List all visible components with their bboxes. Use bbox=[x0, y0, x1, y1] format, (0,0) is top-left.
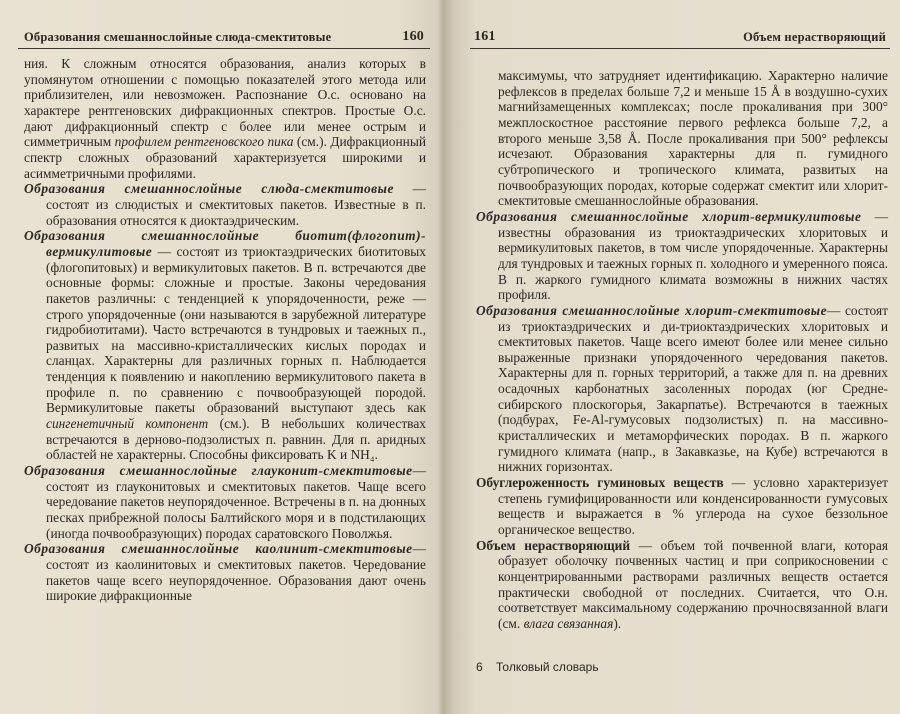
page-number: 160 bbox=[402, 29, 424, 44]
entry-text: — состоят из триоктаэдрических биотитовых (флогопитовых) и вермикулитовых пакетов. В п. встречаются две основные формы: сложные и простые. Законы чередования пакетов различны: с тенденцией к упорядоченности, реже — строго упорядоченные (они называются в зарубежной литературе гидробиотитами). Часто встречаются в тундровых и таежных п., развитых на массивно-кристаллических кислых породах и сланцах. Характерны для различных горных п. Наблюдается тенденция к появлению и накоплению вермикулитового пакета в профиле п. по сравнению с почвообразующей породой. Вермикулитовые пакеты образований выступают здесь как bbox=[46, 243, 426, 416]
cross-reference: сингенетичный компонент bbox=[46, 416, 209, 432]
paragraph-text: (см.). Дифракционный спектр сложных образований характеризуется широкими и асимметричными профилями. bbox=[24, 134, 426, 181]
entry-text: — объем той почвенной влаги, которая образует оболочку почвенных частиц и при соприкосновении с концентрированными растворами различных веществ остается практически свободной от последних. Считается, что О.н. соответствует максимальному содержанию прочносвязанной влаги (см. bbox=[498, 537, 888, 631]
entry-text: — условно характеризует степень гумифицированности или конденсированности гумусовых веществ и выражается в % углерода на сухое беззольное органическое вещество. bbox=[498, 475, 888, 538]
entry-term: Образования смешаннослойные каолинит-смектитовые bbox=[24, 541, 413, 557]
page-footer bbox=[476, 660, 599, 674]
paragraph-text: ния. К сложным относятся образования, анализ которых в упомянутом отношении с помощью показателей этого метода или приблизителен, или невозможен. Распознание О.с. основано на характере рентгеновских дифракционных спектров. Простые О.с. дают дифракционный спектр с более или менее острым и симметричным bbox=[24, 56, 426, 150]
cross-reference: влага связанная bbox=[523, 615, 614, 631]
entry-text: — состоят из триоктаэдрических и ди-триоктаэдрических хлоритовых и смектитовых пакетов. Чаще всего имеют более или менее сильно выраженные признаки упорядоченного чередования пакетов. Характерны для п. горных территорий, а также для п. на древних осадочных карбонатных засоленных породах (юг Средне-сибирского плоскогорья, Закарпатье). Встречаются в таежных (подбурах, Fe-Al-гумусовых подзолистых) п. на массивно-кристаллических и метаморфических породах. В п. жаркого гумидного климата (напр., в Закавказье, на Кубе) встречаются в нижних горизонтах. bbox=[498, 302, 888, 475]
dictionary-entry bbox=[476, 209, 888, 303]
entry-term: Образования смешаннослойные хлорит-вермикулитовые bbox=[476, 208, 862, 224]
entry-term: Объем нерастворяющий bbox=[476, 537, 631, 553]
entry-term: Образования смешаннослойные биотит(флогопит)-вермикулитовые bbox=[24, 228, 426, 259]
cross-reference: профилем рентгеновского пика bbox=[114, 134, 294, 150]
page-number: 161 bbox=[474, 29, 496, 44]
paragraph bbox=[24, 56, 426, 181]
dictionary-entry bbox=[24, 463, 426, 541]
footer-text: Толковый словарь bbox=[496, 660, 599, 674]
entry-text: —состоят из глауконитовых и смектитовых пакетов. Чаще всего чередование пакетов неупорядоченное. Встречены в п. на дюнных песках прибрежной полосы Балтийского моря и в подстилающих (иногда почвообразующих) породах саратовского Поволжья. bbox=[46, 463, 426, 541]
dictionary-entry bbox=[24, 228, 426, 463]
entry-term: Образования смешаннослойные слюда-смектитовые bbox=[24, 181, 394, 197]
page-body bbox=[24, 56, 426, 604]
signature-number: 6 bbox=[476, 660, 483, 674]
entry-text: — известны образования из триоктаэдрических хлоритовых и вермикулитовых пакетов, в том числе упорядоченные. Характерны для тундровых и таежных горных п. холодного и умеренного пояса. В п. жаркого гумидного климата возможны в нижних частях профиля. bbox=[498, 208, 888, 303]
dictionary-entry bbox=[24, 181, 426, 228]
entry-text: — состоят из слюдистых и смектитовых пакетов. Известные в п. образования относятся к диоктаэдрическим. bbox=[46, 181, 426, 228]
entry-term: Образования смешаннослойные глауконит-смектитовые bbox=[24, 463, 413, 479]
dictionary-entry bbox=[476, 538, 888, 632]
running-head-title: Образования смешаннослойные слюда-смектитовые bbox=[24, 30, 332, 44]
running-head-title: Объем нерастворяющий bbox=[743, 30, 886, 44]
entry-text: —состоят из каолинитовых и смектитовых пакетов. Чередование пакетов чаще всего неупорядоченное. Образования дают очень широкие дифракционные bbox=[46, 541, 426, 604]
entry-text: ). bbox=[613, 615, 622, 631]
entry-text: (см.). В небольших количествах встречаются в дерново-подзолистых п. равнин. Для п. аридных областей не характерны. Способны фиксировать K и NH₄. bbox=[46, 416, 426, 463]
left-page bbox=[18, 0, 430, 714]
running-head bbox=[470, 28, 890, 49]
dictionary-entry bbox=[476, 475, 888, 538]
dictionary-entry bbox=[476, 303, 888, 475]
running-head bbox=[18, 28, 430, 49]
entry-term: Образования смешаннослойные хлорит-смектитовые bbox=[476, 302, 828, 318]
dictionary-entry bbox=[24, 541, 426, 604]
entry-term: Обуглероженность гуминовых веществ bbox=[476, 475, 724, 491]
paragraph: максимумы, что затрудняет идентификацию. Характерно наличие рефлексов в пределах больше 7,2 и меньше 15 Å в воздушно-сухих магнийзамещенных комплексах; после прокаливания при 300° межплоскостное расстояние первого рефлекса больше 7,2, а второго меньше 3,58 Å. После прокаливания при 500° рефлексы исчезают. Образования характерны для п. гумидного субтропического и тропического климата, развитых на почвообразующих породах, которые содержат смектит или хлорит-смектитовые смешаннослойные образования. bbox=[498, 68, 888, 209]
right-page bbox=[470, 0, 890, 714]
page-body bbox=[476, 68, 888, 632]
